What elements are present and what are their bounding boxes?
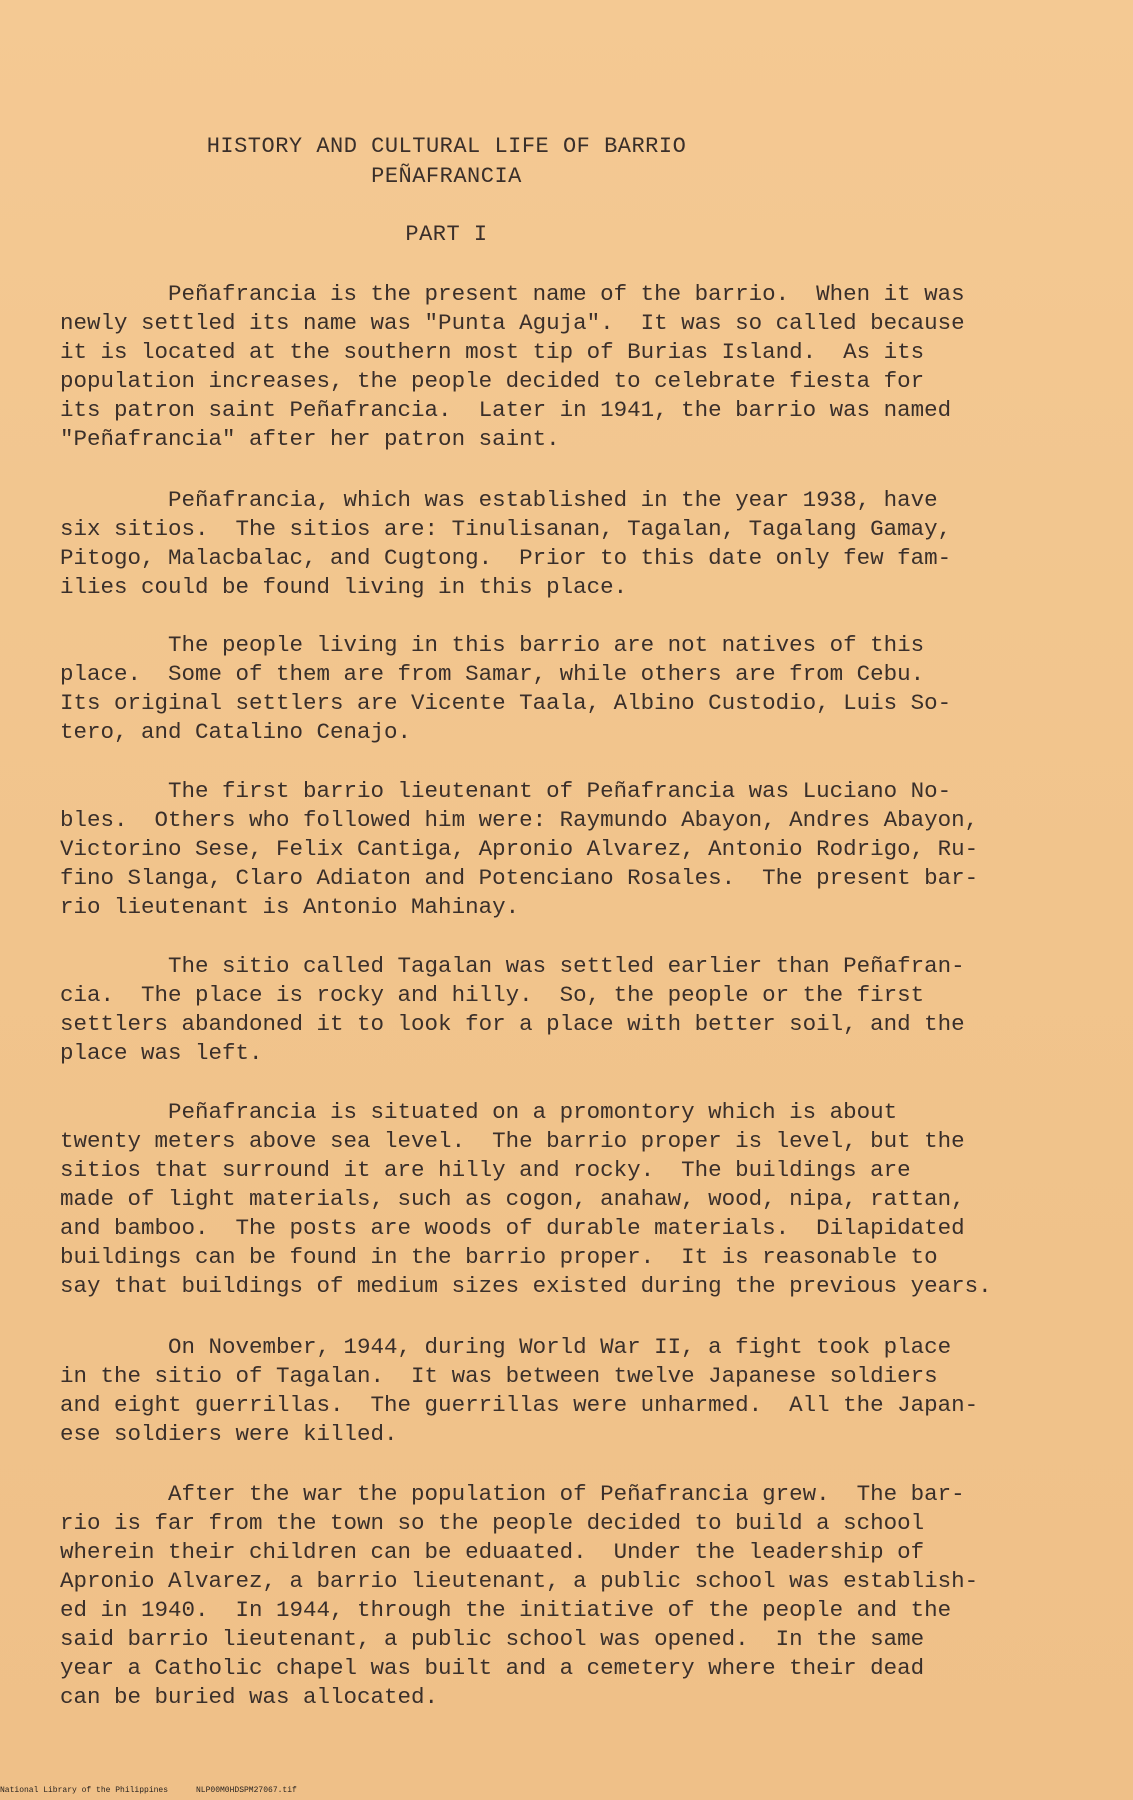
paragraph: The sitio called Tagalan was settled earlier than Peñafran- cia. The place is rocky and hilly. So, the people or the first settlers abandoned it to look for a place with better soil, and the place was left. xyxy=(60,953,965,1066)
paragraph: Peñafrancia is situated on a promontory which is about twenty meters above sea level. The barrio proper is level, but the sitios that surround it are hilly and rocky. The buildings are made of light materials, such as cogon, anahaw, wood, nipa, rattan, and bamboo. The posts are woods of durable materials. Dilapidated buildings can be found in the barrio proper. It is reasonable to say that buildings of medium sizes existed during the previous years. xyxy=(60,1099,992,1299)
paragraph: Peñafrancia, which was established in the year 1938, have six sitios. The sitios are: Tinulisanan, Tagalan, Tagalang Gamay, Pitogo, Malacbalac, and Cugtong. Prior to this date only few fam- ilies could be found living in this place. xyxy=(60,487,952,600)
paragraph: The first barrio lieutenant of Peñafrancia was Luciano No- bles. Others who followed him were: Raymundo Abayon, Andres Abayon, Victorino Sese, Felix Cantiga, Apronio Alvarez, Antonio Rodrigo, Ru- fino Slanga, Claro Adiaton and Potenciano Rosales. The present bar- rio lieutenant is Antonio Mahinay. xyxy=(60,778,979,920)
footer-filename: NLP00M0HDSPM27067.tif xyxy=(196,1786,297,1795)
paragraph: Peñafrancia is the present name of the barrio. When it was newly settled its name was "Punta Aguja". It was so called because it is located at the southern most tip of Burias Island. As its population increases, the people decided to celebrate fiesta for its patron saint Peñafrancia. Later in 1941, the barrio was named "Peñafrancia" after her patron saint. xyxy=(60,281,965,452)
barrio-name: PEÑAFRANCIA xyxy=(371,164,522,189)
paragraph: After the war the population of Peñafrancia grew. The bar- rio is far from the town so the people decided to build a school wherein their children can be eduaated. Under the leadership of Apronio Alvarez, a barrio lieutenant, a public school was establish- ed in 1940. In 1944, through the initiative of the people and the said barrio lieutenant, a public school was opened. In the same year a Catholic chapel was built and a cemetery where their dead can be buried was allocated. xyxy=(60,1481,979,1710)
paragraph: On November, 1944, during World War II, a fight took place in the sitio of Tagalan. It was between twelve Japanese soldiers and eight guerrillas. The guerrillas were unharmed. All the Japan- ese soldiers were killed. xyxy=(60,1334,979,1447)
document-title: HISTORY AND CULTURAL LIFE OF BARRIO xyxy=(206,134,687,159)
paragraph: The people living in this barrio are not natives of this place. Some of them are from Samar, while others are from Cebu. Its original settlers are Vicente Taala, Albino Custodio, Luis So- tero, and Catalino Cenajo. xyxy=(60,632,952,745)
footer-library: National Library of the Philippines xyxy=(0,1786,169,1795)
part-heading: PART I xyxy=(405,222,488,247)
